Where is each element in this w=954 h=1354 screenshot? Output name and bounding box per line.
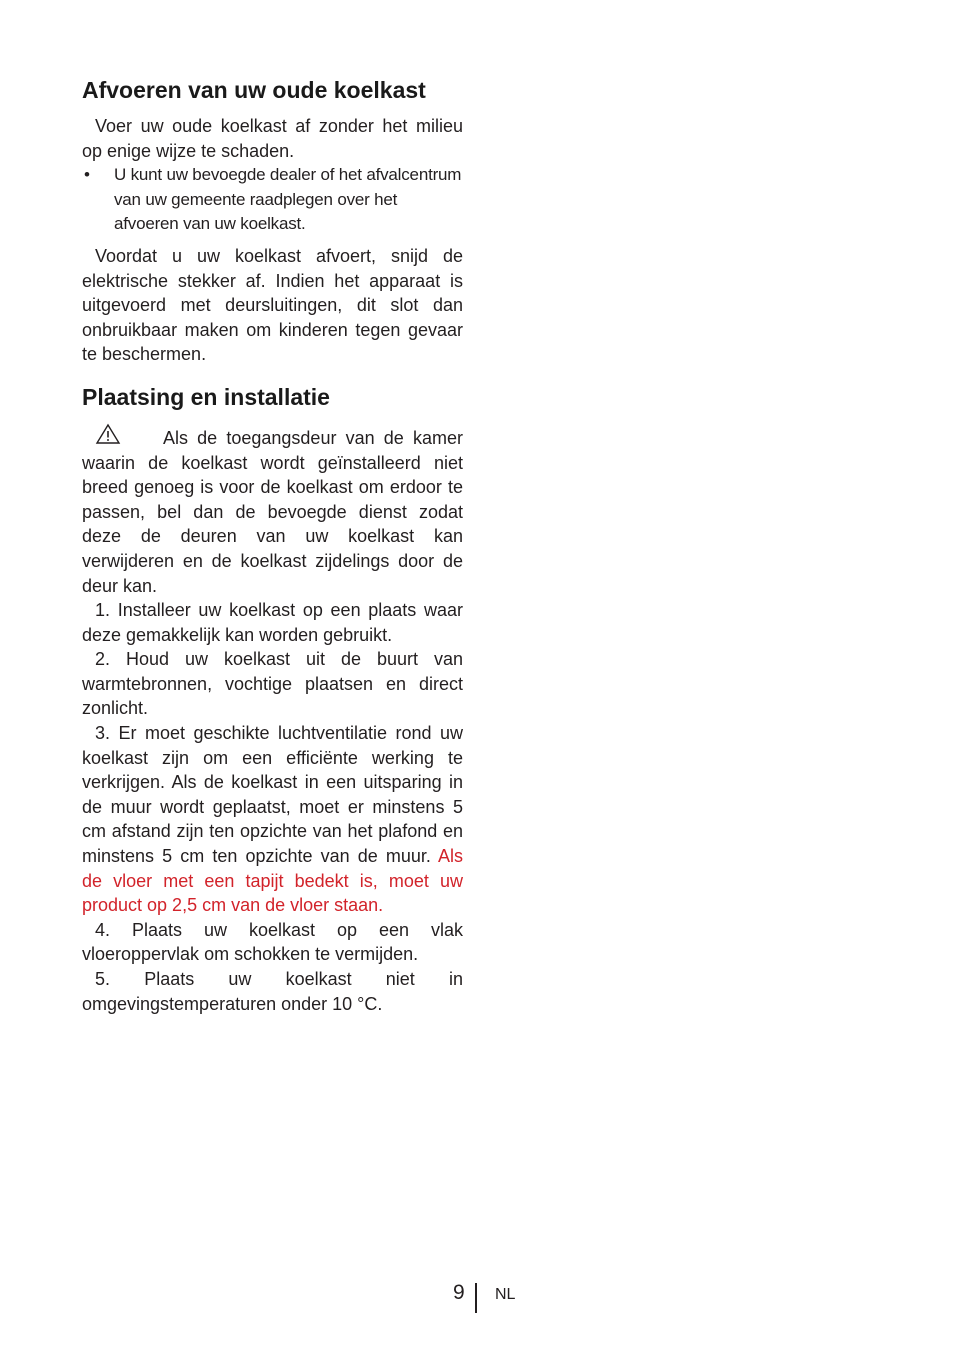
warning-paragraph: [82, 423, 463, 598]
instruction-item-4: 4. Plaats uw koelkast op een vlak vloeroppervlak om schokken te vermijden.: [82, 919, 463, 965]
section-heading-installation: Plaatsing en installatie: [82, 383, 330, 410]
disposal-bullet-list: [82, 163, 463, 237]
footer-divider: [475, 1283, 477, 1313]
bullet-text: U kunt uw bevoegde dealer of het afvalcentrum van uw gemeente raadplegen over het afvoeren van uw koelkast.: [114, 165, 462, 234]
instruction-item-3-text: 3. Er moet geschikte luchtventilatie rond uw koelkast zijn om een efficiënte werking te verkrijgen. Als de koelkast in een uitsparing in de muur wordt geplaatst, moet er minstens 5 cm afstand zijn ten opzichte van het plafond en minstens 5 cm ten opzichte van de muur.: [82, 723, 463, 867]
instruction-item-1: 1. Installeer uw koelkast op een plaats waar deze gemakkelijk kan worden gebruikt.: [82, 600, 463, 645]
disposal-intro: Voer uw oude koelkast af zonder het milieu op enige wijze te schaden.: [82, 116, 463, 161]
warning-text: Als de toegangsdeur van de kamer waarin de koelkast wordt geïnstalleerd niet breed genoeg is voor de koelkast om erdoor te passen, bel dan de bevoegde dienst zodat deze de deuren van uw koelkast kan verwijderen en de koelkast zijdelings door de deur kan.: [82, 427, 463, 596]
language-code: NL: [495, 1286, 516, 1303]
warning-triangle-icon: [95, 423, 121, 445]
page-content: [82, 74, 463, 1016]
disposal-paragraph: Voordat u uw koelkast afvoert, snijd de elektrische stekker af. Indien het apparaat is uitgevoerd met deursluitingen, dit slot dan onbruikbaar maken om kinderen tegen gevaar te beschermen.: [82, 245, 463, 365]
instruction-item-3: [82, 721, 463, 918]
section-heading-disposal: Afvoeren van uw oude koelkast: [82, 77, 426, 103]
list-item: [82, 163, 463, 237]
instruction-item-2: 2. Houd uw koelkast uit de buurt van warmtebronnen, vochtige plaatsen en direct zonlicht.: [82, 649, 463, 719]
instruction-item-3-highlight: Als de vloer met een tapijt bedekt is, moet uw product op 2,5 cm van de vloer staan.: [82, 846, 463, 916]
page-number: 9: [453, 1281, 465, 1304]
bullet-icon: •: [84, 165, 90, 185]
instruction-item-5: 5. Plaats uw koelkast niet in omgevingstemperaturen onder 10 °C.: [82, 969, 463, 1014]
